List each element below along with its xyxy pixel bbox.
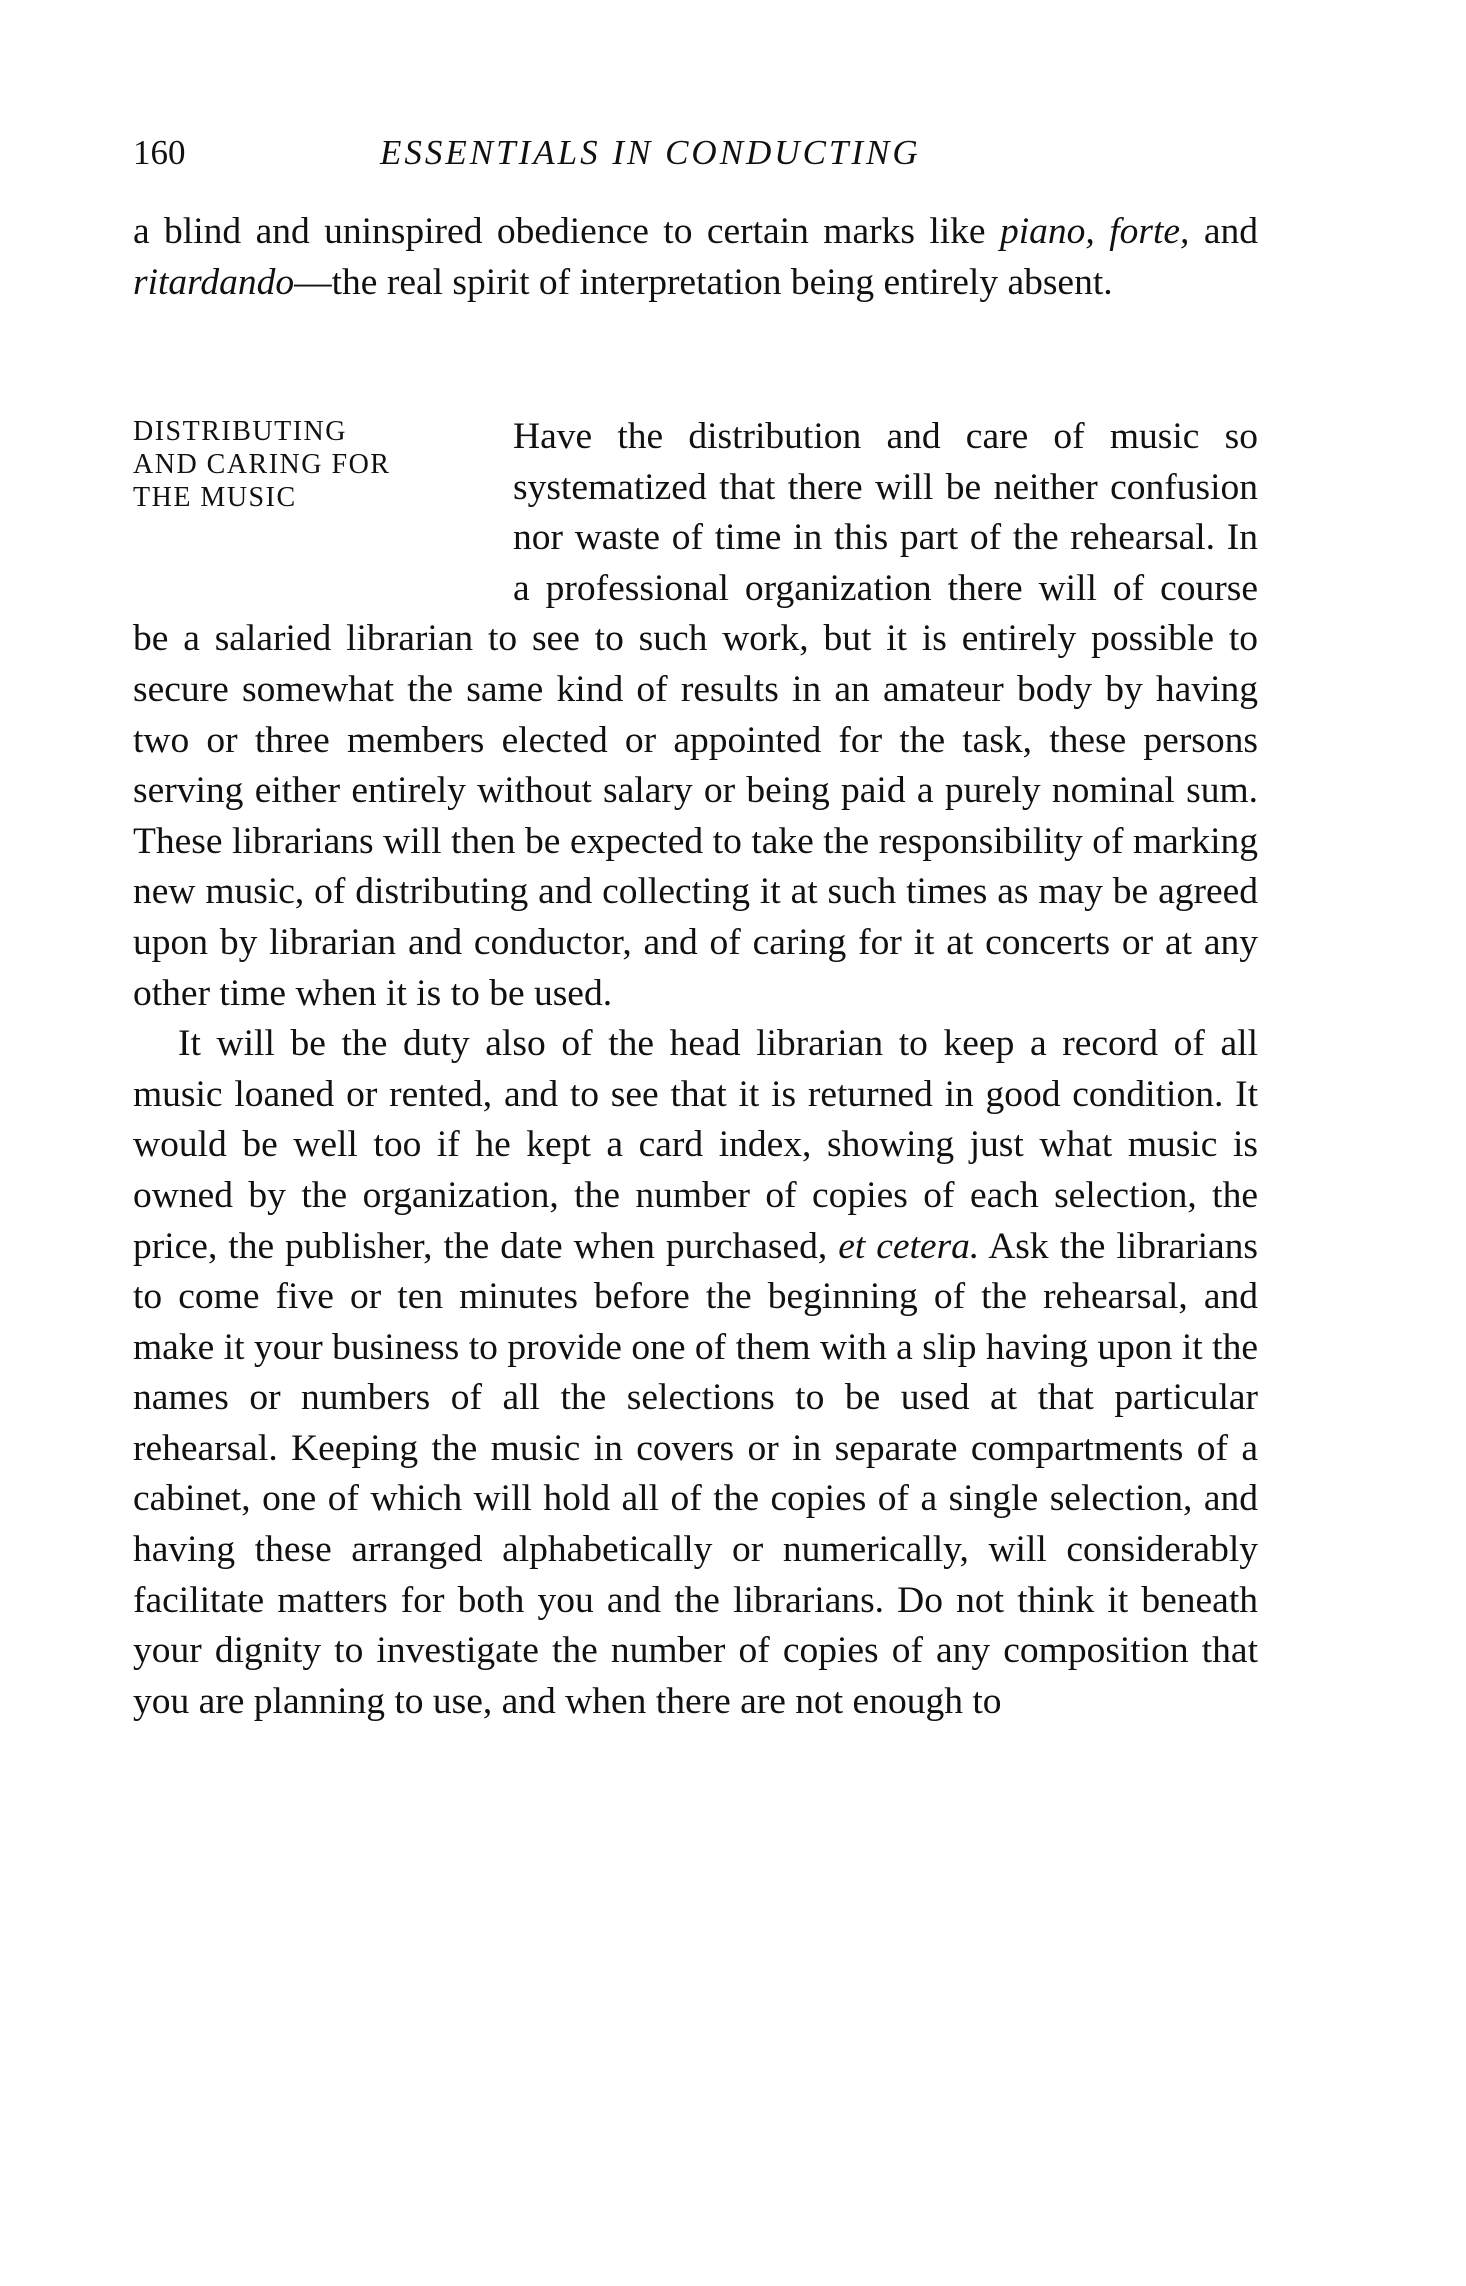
paragraph-2	[133, 1019, 1258, 1727]
margin-heading-line: DISTRIBUTING	[133, 416, 347, 447]
term-ritardando: ritardando	[133, 261, 295, 303]
paragraph-1: Have the distribution and care of music so systematized that there will be neither confusion nor waste of time in this part of the rehearsal. In a professional organization there will of course be a salaried librarian to see to such work, but it is entirely possible to secure somewhat the same kind of results in an amateur body by having two or three members elected or appointed for the task, these persons serving either entirely without salary or being paid a purely nominal sum. These librarians will then be expected to take the responsibility of marking new music, of distributing and collecting it at such times as may be agreed upon by librarian and conductor, and of caring for it at concerts or at any other time when it is to be used.	[133, 416, 1258, 1014]
intro-text	[133, 207, 1258, 308]
intro-paragraph	[133, 207, 1258, 308]
intro-text-start: a blind and uninspired obedience to certain marks like	[133, 211, 1000, 252]
term-piano: piano,	[1000, 211, 1095, 252]
paragraph-2-start: It will be the duty also of the head librarian to keep a record of all music loaned or rented, and to see that it is returned in good condition. It would be well too if he kept a card index, showing just what music is owned by the organization, the number of copies of each selection, the price, the publisher, the date when purchased,	[133, 1023, 1258, 1267]
running-head	[133, 128, 1258, 178]
margin-heading	[133, 412, 513, 564]
intro-text-end: —the real spirit of interpretation being entirely absent.	[294, 261, 1113, 303]
intro-and: and	[1189, 211, 1258, 252]
margin-heading-line: THE MUSIC	[133, 482, 297, 513]
margin-heading-line: AND CARING FOR	[133, 449, 391, 480]
term-forte: forte,	[1109, 211, 1190, 252]
intro-space	[1095, 211, 1109, 252]
term-et-cetera: et cetera.	[838, 1225, 980, 1267]
running-title: ESSENTIALS IN CONDUCTING	[380, 133, 921, 172]
section-distributing-music	[133, 412, 1258, 1727]
page-number: 160	[133, 133, 186, 172]
paragraph-2-end: Ask the librarians to come five or ten minutes before the beginning of the rehearsal, and make it your business to provide one of them with a slip having upon it the names or numbers of all the selections to be used at that particular rehearsal. Keeping the music in covers or in separate compartments of a cabinet, one of which will hold all of the copies of a single selection, and having these arranged alphabetically or numerically, will considerably facilitate matters for both you and the librarians. Do not think it beneath your dignity to investigate the number of copies of any composition that you are planning to use, and when there are not enough to	[133, 1225, 1258, 1722]
